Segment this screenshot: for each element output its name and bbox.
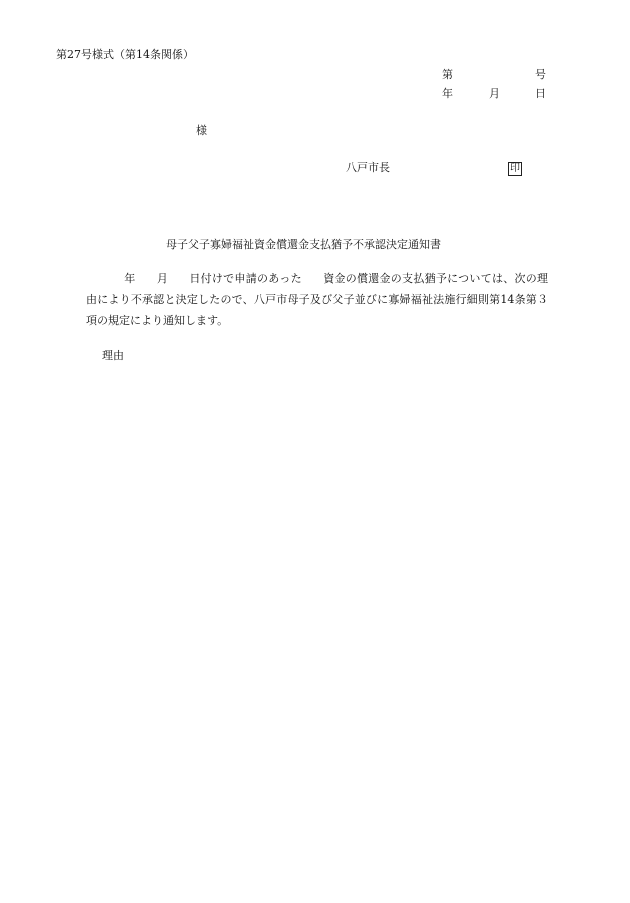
issuer-name: 八戸市長	[346, 161, 390, 174]
body-segment-2: 資金の償還金の支払猶予については、次の理由により不承認と決定したので、八戸市母子及び父子並びに寡婦福祉法施行細則第14条第３項の規定により通知します。	[86, 272, 549, 327]
body-paragraph	[86, 268, 548, 331]
body-year: 年	[124, 272, 136, 285]
body-segment-1: 日付けで申請のあった	[189, 272, 302, 285]
date-year: 年	[442, 87, 453, 100]
seal-mark	[508, 161, 522, 176]
body-month: 月	[156, 272, 169, 285]
document-title: 母子父子寡婦福祉資金償還金支払猶予不承認決定通知書	[166, 238, 441, 251]
seal-text: 印	[510, 163, 520, 174]
reason-label: 理由	[102, 349, 124, 362]
form-header: 第27号様式（第14条関係）	[56, 48, 194, 61]
date-month: 月	[489, 87, 500, 100]
doc-number-prefix: 第	[442, 68, 453, 81]
date-day: 日	[535, 87, 546, 100]
addressee-honorific: 様	[196, 124, 207, 137]
doc-number-suffix: 号	[535, 68, 546, 81]
